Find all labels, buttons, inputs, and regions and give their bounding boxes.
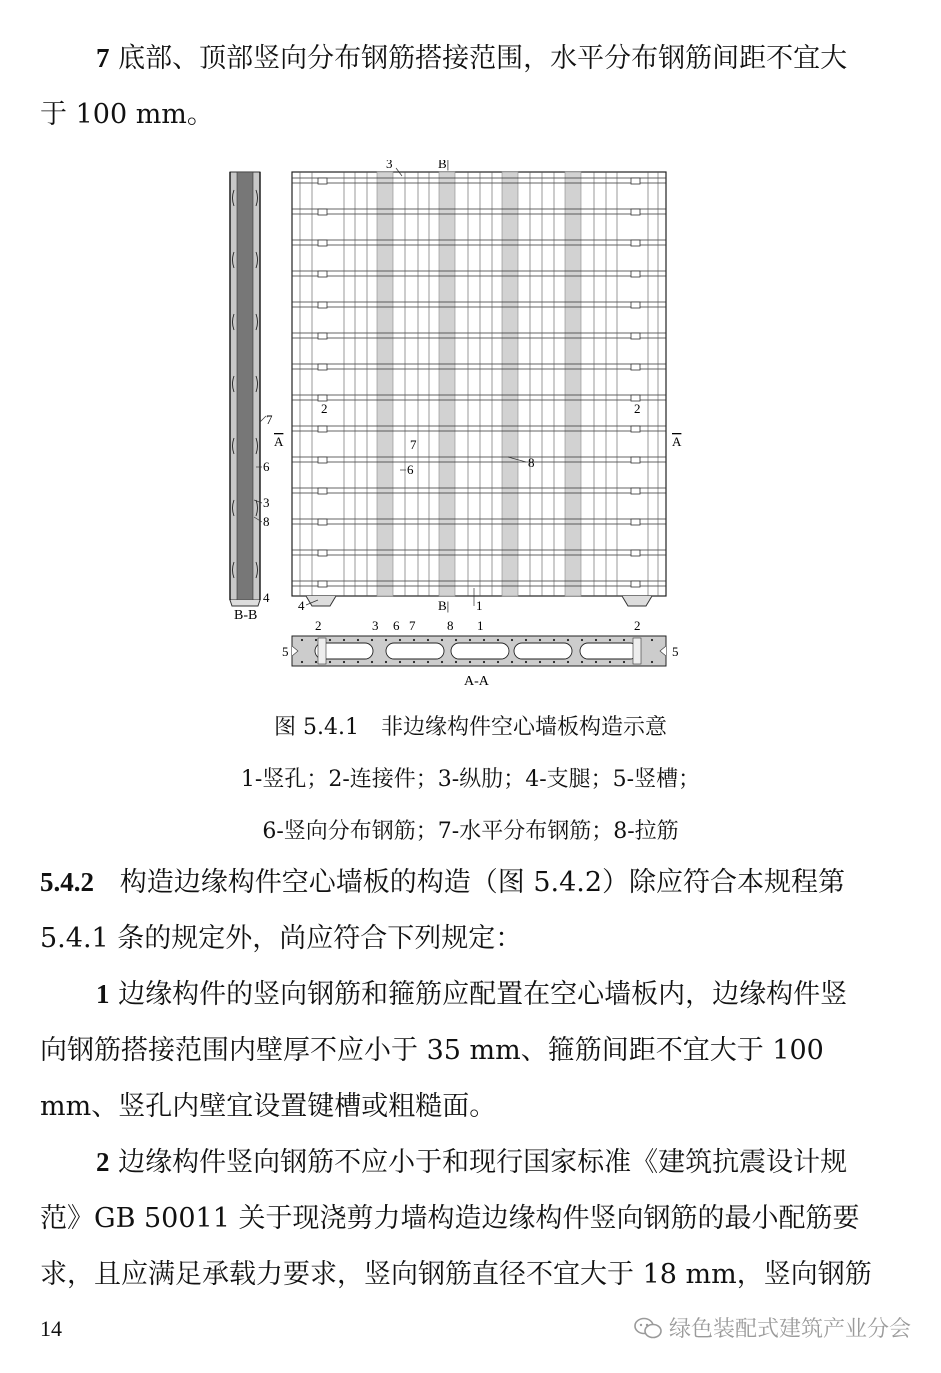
section-5-4-2-number: 5.4.2 <box>40 867 94 897</box>
rebar-dot <box>343 639 345 641</box>
page-number: 14 <box>40 1316 62 1341</box>
b-mark-top: B| <box>438 160 450 171</box>
rebar-dot <box>427 639 429 641</box>
bb-label-4: 4 <box>263 590 270 605</box>
rebar-dot <box>399 661 401 663</box>
item-1-text: 边缘构件的竖向钢筋和箍筋应配置在空心墙板内，边缘构件竖向钢筋搭接范围内壁厚不应小于 35 mm、箍筋间距不宜大于 100 mm、竖孔内壁宜设置键槽或粗糙面。 <box>40 979 848 1122</box>
vertical-hole <box>451 643 509 659</box>
vertical-hole <box>580 643 638 659</box>
rebar-dot <box>469 639 471 641</box>
a-mark-left: A <box>274 434 284 449</box>
section-aa-label: A-A <box>464 674 489 689</box>
connector <box>318 581 327 587</box>
connector <box>318 302 327 308</box>
elev-label-4: 4 <box>298 598 305 613</box>
elev-label-7: 7 <box>410 437 417 452</box>
vertical-hole <box>386 643 444 659</box>
elevation-drawing <box>292 172 666 606</box>
rebar-dot <box>385 661 387 663</box>
connector <box>318 457 327 463</box>
longitudinal-rib <box>565 172 581 596</box>
bb-label-8: 8 <box>263 514 270 529</box>
bb-label-3: 3 <box>263 495 270 510</box>
connector <box>318 364 327 370</box>
section-5-4-2-paragraph <box>40 854 872 967</box>
rebar-dot <box>385 639 387 641</box>
item-2-paragraph <box>40 1134 872 1303</box>
figure-5-4-1 <box>222 160 702 694</box>
rebar-dot <box>329 661 331 663</box>
longitudinal-rib <box>377 172 393 596</box>
aa-label-3: 3 <box>372 618 379 633</box>
connector <box>318 550 327 556</box>
connector <box>631 302 640 308</box>
rebar-dot <box>371 639 373 641</box>
vertical-hole <box>514 643 572 659</box>
elev-label-2-left: 2 <box>321 401 328 416</box>
item-7-paragraph <box>40 30 872 143</box>
item-7-text: 底部、顶部竖向分布钢筋搭接范围，水平分布钢筋间距不宜大于 100 mm。 <box>40 43 848 130</box>
item-2-number: 2 <box>96 1147 110 1177</box>
rebar-dot <box>427 661 429 663</box>
rebar-dot <box>483 639 485 641</box>
rebar-dot <box>497 639 499 641</box>
watermark <box>633 1312 911 1343</box>
rebar-dot <box>511 661 513 663</box>
elev-label-8: 8 <box>528 455 535 470</box>
section-bb-drawing <box>230 172 260 606</box>
rebar-dot <box>357 639 359 641</box>
figure-caption-title: 图 5.4.1 非边缘构件空心墙板构造示意 <box>274 715 667 740</box>
wechat-icon <box>633 1316 663 1340</box>
rebar-dot <box>497 661 499 663</box>
elev-label-1: 1 <box>476 598 483 613</box>
elev-label-3: 3 <box>386 160 393 171</box>
connector <box>318 519 327 525</box>
longitudinal-rib <box>502 172 518 596</box>
rebar-dot <box>567 661 569 663</box>
connector <box>318 178 327 184</box>
rebar-dot <box>315 639 317 641</box>
support-leg-left <box>306 596 336 606</box>
aa-label-5-right: 5 <box>672 644 679 659</box>
connector <box>631 271 640 277</box>
rebar-dot <box>623 661 625 663</box>
rebar-dot <box>623 639 625 641</box>
rebar-dot <box>511 639 513 641</box>
connector <box>631 488 640 494</box>
connector <box>318 209 327 215</box>
longitudinal-rib <box>439 172 455 596</box>
aa-label-2-right: 2 <box>634 618 641 633</box>
figure-legend-line-2: 6-竖向分布钢筋；7-水平分布钢筋；8-拉筋 <box>262 819 679 844</box>
bb-label-6: 6 <box>263 459 270 474</box>
elev-label-6: 6 <box>407 462 414 477</box>
rebar-dot <box>539 661 541 663</box>
rebar-dot <box>553 661 555 663</box>
aa-label-1: 1 <box>477 618 484 633</box>
connector <box>631 364 640 370</box>
rebar-dot <box>441 639 443 641</box>
connector <box>318 333 327 339</box>
rebar-dot <box>413 661 415 663</box>
rebar-dot <box>455 661 457 663</box>
item-1-paragraph <box>40 966 872 1135</box>
aa-label-5-left: 5 <box>282 644 289 659</box>
rebar-dot <box>315 661 317 663</box>
rebar-dot <box>525 661 527 663</box>
rebar-dot <box>581 661 583 663</box>
aa-label-7: 7 <box>409 618 416 633</box>
connector <box>318 240 327 246</box>
rebar-dot <box>329 639 331 641</box>
support-leg-right <box>622 596 652 606</box>
wall-panel-drawing <box>222 160 702 690</box>
rebar-dot <box>441 661 443 663</box>
connector <box>631 240 640 246</box>
item-7-number: 7 <box>96 43 110 73</box>
connector <box>631 426 640 432</box>
connector <box>318 488 327 494</box>
rebar-dot <box>301 639 303 641</box>
rebar-dot <box>399 639 401 641</box>
bb-label-7: 7 <box>266 412 273 427</box>
rebar-dot <box>651 639 653 641</box>
rebar-dot <box>609 639 611 641</box>
rebar-dot <box>567 639 569 641</box>
figure-legend-line-1: 1-竖孔；2-连接件；3-纵肋；4-支腿；5-竖槽； <box>240 767 701 792</box>
section-aa-drawing <box>292 636 666 666</box>
connector <box>631 209 640 215</box>
connector <box>631 550 640 556</box>
rebar-dot <box>539 639 541 641</box>
rebar-dot <box>651 661 653 663</box>
connector <box>631 178 640 184</box>
elev-label-2-right: 2 <box>634 401 641 416</box>
rebar-dot <box>413 639 415 641</box>
rebar-dot <box>595 661 597 663</box>
rebar-dot <box>343 661 345 663</box>
connector <box>631 581 640 587</box>
rebar-dot <box>371 661 373 663</box>
section-5-4-2-text: 构造边缘构件空心墙板的构造（图 5.4.2）除应符合本规程第 5.4.1 条的规定外，尚应符合下列规定： <box>40 867 846 954</box>
rebar-dot <box>301 661 303 663</box>
connector <box>631 333 640 339</box>
connector <box>318 426 327 432</box>
section-bb-label: B-B <box>234 608 258 623</box>
item-2-text: 边缘构件竖向钢筋不应小于和现行国家标准《建筑抗震设计规范》GB 50011 关于现浇剪力墙构造边缘构件竖向钢筋的最小配筋要求，且应满足承载力要求，竖向钢筋直径不宜大于 18 mm，竖向钢筋 <box>40 1147 872 1290</box>
connector <box>318 271 327 277</box>
aa-label-8: 8 <box>447 618 454 633</box>
rebar-dot <box>483 661 485 663</box>
aa-label-6: 6 <box>393 618 400 633</box>
rebar-dot <box>455 639 457 641</box>
item-1-number: 1 <box>96 979 110 1009</box>
rebar-dot <box>525 639 527 641</box>
a-mark-right: A <box>672 434 682 449</box>
connector <box>631 519 640 525</box>
rebar-dot <box>595 639 597 641</box>
aa-label-2-left: 2 <box>315 618 322 633</box>
rebar-dot <box>357 661 359 663</box>
rebar-dot <box>609 661 611 663</box>
connector <box>631 457 640 463</box>
watermark-text: 绿色装配式建筑产业分会 <box>668 1317 911 1342</box>
rebar-dot <box>469 661 471 663</box>
rebar-dot <box>581 639 583 641</box>
rebar-dot <box>553 639 555 641</box>
b-mark-bottom: B| <box>438 598 450 613</box>
